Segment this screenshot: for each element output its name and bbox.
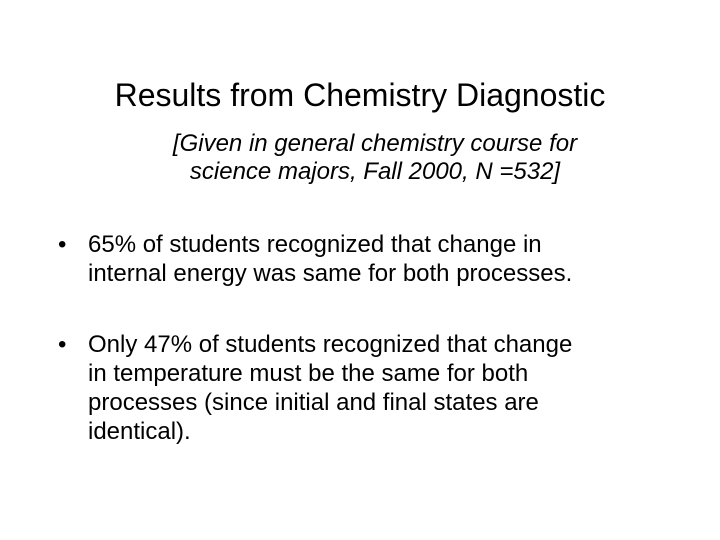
bullet-text-line: internal energy was same for both processes. — [88, 260, 573, 287]
bullet-text-line: identical). — [88, 418, 191, 445]
bullet-text-line: in temperature must be the same for both — [88, 360, 529, 387]
subtitle-line: science majors, Fall 2000, N =532] — [189, 158, 561, 185]
bullet-dot-icon: • — [58, 331, 67, 358]
bullet-text-line: processes (since initial and final states are — [88, 389, 539, 416]
slide-subtitle — [0, 130, 720, 186]
bullet-item — [58, 330, 698, 446]
bullet-item — [58, 230, 698, 288]
subtitle-line: [Given in general chemistry course for — [172, 130, 578, 157]
bullet-text-line: Only 47% of students recognized that change — [88, 331, 573, 358]
bullet-dot-icon: • — [58, 231, 67, 258]
slide-title: Results from Chemistry Diagnostic — [114, 77, 606, 113]
bullet-list — [58, 230, 698, 446]
bullet-text-line: 65% of students recognized that change in — [88, 231, 542, 258]
